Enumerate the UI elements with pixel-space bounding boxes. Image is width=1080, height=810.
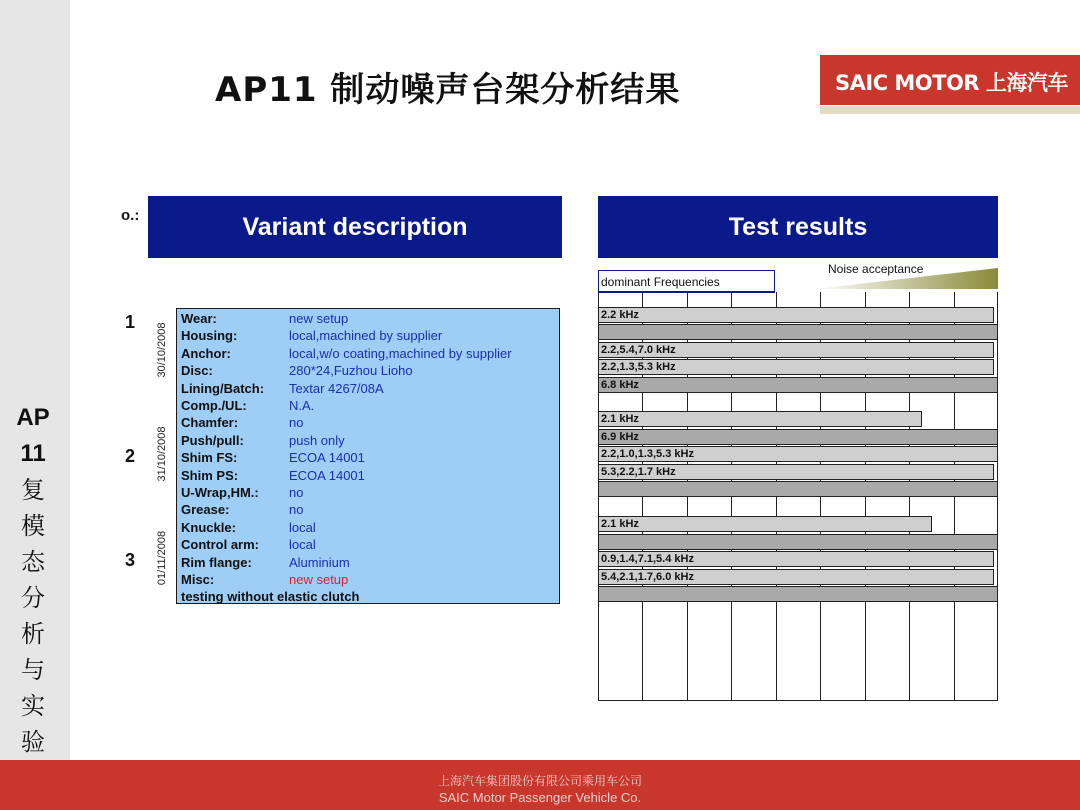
- variant-row: [181, 381, 384, 398]
- logo-text: SAIC MOTOR 上海汽车: [835, 71, 1068, 95]
- result-bar: [598, 586, 998, 602]
- variant-row: [181, 363, 413, 380]
- variant-row: [181, 450, 365, 467]
- variant-row: [181, 502, 303, 519]
- sidebar-title: [0, 400, 66, 760]
- variant-key: Grease:: [181, 502, 230, 518]
- variant-value: Textar 4267/08A: [289, 380, 384, 396]
- variant-value: ECOA 14001: [289, 450, 365, 466]
- logo-strip: [820, 106, 1080, 114]
- variant-value: N.A.: [289, 398, 315, 413]
- result-bar: 2.2,1.0,1.3,5.3 kHz: [598, 446, 998, 462]
- variant-key: Misc:: [181, 572, 215, 587]
- sidebar-char: AP: [16, 404, 50, 431]
- variant-value: no: [289, 502, 304, 518]
- variant-key: Lining/Batch:: [181, 380, 265, 396]
- result-bar: 6.9 kHz: [598, 429, 998, 445]
- result-bar: 2.2 kHz: [598, 307, 994, 323]
- variant-description-box: [176, 308, 560, 604]
- variant-value: ECOA 14001: [289, 467, 365, 483]
- variant-value: Aluminium: [289, 554, 350, 570]
- variant-row: [181, 398, 314, 415]
- dominant-frequencies-underline: [598, 291, 775, 293]
- variant-value: local,machined by supplier: [289, 328, 443, 344]
- variant-row: [181, 415, 303, 432]
- variant-key: Shim FS:: [181, 450, 238, 466]
- result-bar: [598, 534, 998, 550]
- variant-footer-note: testing without elastic clutch: [181, 589, 360, 605]
- test-results-header: Test results: [598, 196, 998, 258]
- page-title: AP11 制动噪声台架分析结果: [215, 70, 681, 110]
- saic-logo: [820, 55, 1080, 105]
- sidebar-char: 分: [21, 584, 45, 612]
- variant-row: [181, 537, 316, 554]
- result-bar: 2.1 kHz: [598, 411, 922, 427]
- row-number-2: 2: [125, 446, 136, 466]
- sidebar: [0, 0, 70, 760]
- variant-row: [181, 555, 350, 572]
- sidebar-char: 态: [21, 548, 45, 576]
- variant-value: new setup: [289, 572, 349, 587]
- row-number-3: 3: [125, 550, 136, 570]
- variant-description-header: Variant description: [148, 196, 562, 258]
- result-bar: 2.2,5.4,7.0 kHz: [598, 342, 994, 358]
- variant-value: local: [289, 519, 316, 535]
- variant-key: Chamfer:: [181, 415, 239, 431]
- sidebar-char: 与: [21, 656, 45, 684]
- variant-key: Housing:: [181, 328, 238, 344]
- result-bar: [598, 481, 998, 497]
- variant-row: [181, 328, 442, 345]
- footer-company-cn: 上海汽车集团股份有限公司乘用车公司: [437, 774, 642, 788]
- variant-value: local: [289, 537, 316, 553]
- row-date-1: 30/10/2008: [156, 322, 168, 378]
- result-bar: 5.4,2.1,1.7,6.0 kHz: [598, 569, 994, 585]
- result-bar: 2.1 kHz: [598, 516, 932, 532]
- noise-acceptance-label: Noise acceptance: [828, 262, 924, 276]
- variant-value: 280*24,Fuzhou Lioho: [289, 363, 413, 379]
- variant-key: Wear:: [181, 311, 217, 326]
- footer-company-en: SAIC Motor Passenger Vehicle Co.: [438, 790, 642, 805]
- variant-row: [181, 433, 345, 450]
- variant-key: Anchor:: [181, 345, 231, 361]
- variant-value: no: [289, 485, 304, 500]
- variant-value: local,w/o coating,machined by supplier: [289, 345, 512, 361]
- variant-key: Rim flange:: [181, 554, 252, 570]
- variant-row: [181, 468, 365, 485]
- variant-key: U-Wrap,HM.:: [181, 485, 259, 500]
- variant-key: Push/pull:: [181, 432, 244, 448]
- variant-key: Disc:: [181, 363, 213, 379]
- row-date-2: 31/10/2008: [156, 426, 168, 482]
- variant-key: Knuckle:: [181, 519, 236, 535]
- variant-row: [181, 311, 348, 328]
- dominant-frequencies-label: dominant Frequencies: [598, 270, 775, 292]
- variant-row: [181, 520, 316, 537]
- variant-key: Comp./UL:: [181, 398, 247, 413]
- variant-row: [181, 485, 303, 502]
- column-label-partial: o.:: [121, 207, 140, 224]
- sidebar-char: 验: [21, 728, 45, 756]
- sidebar-char: 11: [20, 440, 46, 467]
- variant-row: [181, 346, 512, 363]
- variant-key: Shim PS:: [181, 467, 239, 483]
- sidebar-char: 实: [21, 692, 45, 720]
- sidebar-char: 模: [21, 512, 45, 540]
- sidebar-char: 析: [21, 620, 45, 648]
- row-number-1: 1: [125, 312, 136, 332]
- variant-value: push only: [289, 432, 345, 448]
- variant-value: no: [289, 415, 304, 431]
- row-date-3: 01/11/2008: [156, 530, 168, 586]
- result-bar: 6.8 kHz: [598, 377, 998, 393]
- noise-acceptance-wedge: [815, 268, 998, 290]
- footer-bar: [0, 760, 1080, 810]
- result-bar: [598, 324, 998, 340]
- result-bar: 0.9,1.4,7.1,5.4 kHz: [598, 551, 994, 567]
- variant-row: [181, 572, 348, 589]
- variant-key: Control arm:: [181, 537, 259, 553]
- sidebar-char: 复: [21, 476, 45, 504]
- result-bar: 5.3,2.2,1.7 kHz: [598, 464, 994, 480]
- variant-value: new setup: [289, 311, 349, 326]
- result-bar: 2.2,1.3,5.3 kHz: [598, 359, 994, 375]
